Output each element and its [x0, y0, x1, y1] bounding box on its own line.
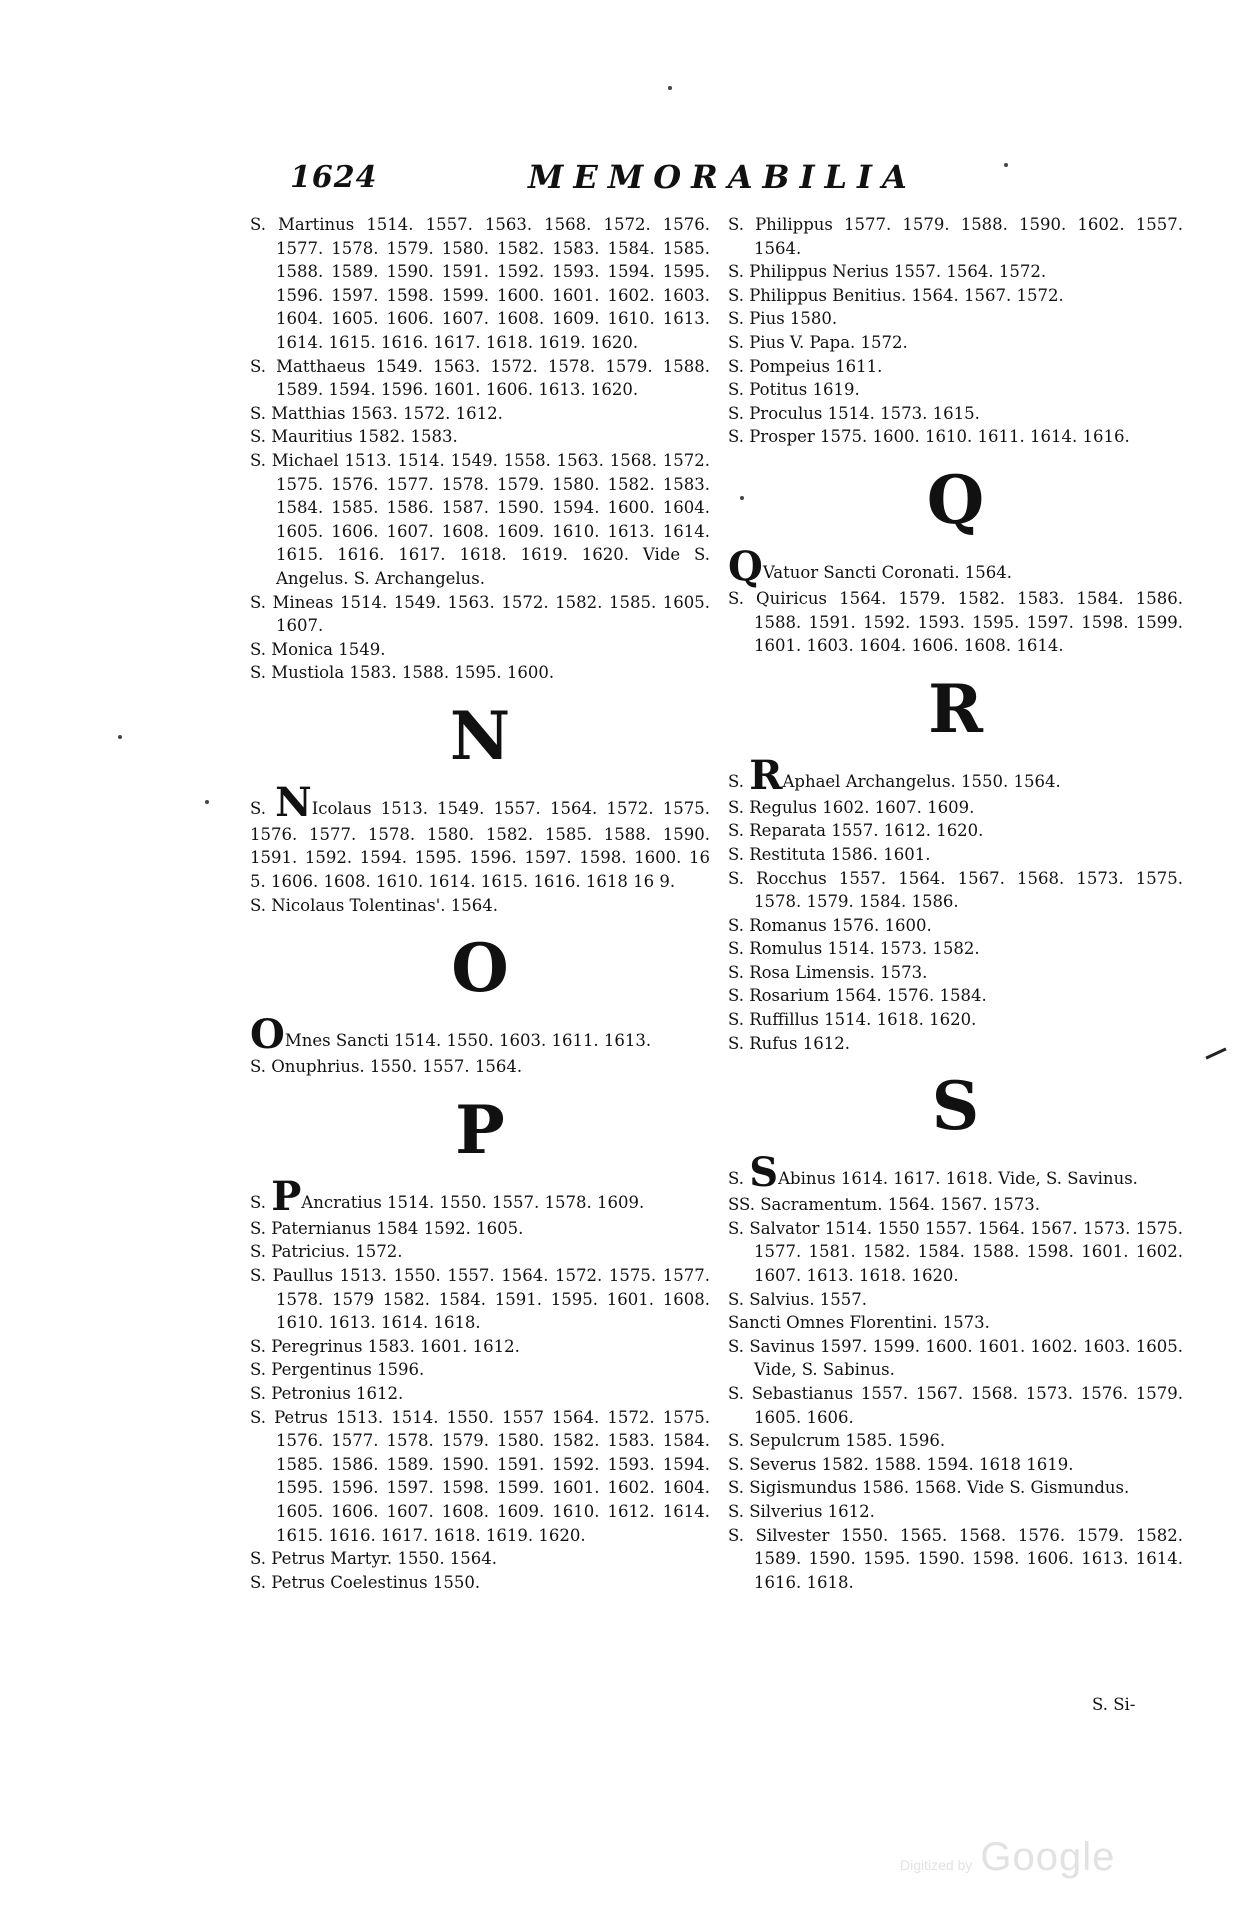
entry-prefix: S. — [250, 1192, 266, 1212]
index-entry-initial — [250, 1172, 710, 1220]
index-entry: S. Reparata 1557. 1612. 1620. — [728, 821, 984, 841]
ink-speck — [740, 496, 744, 500]
index-entry: S. Ruffillus 1514. 1618. 1620. — [728, 1010, 977, 1030]
index-entry: S. Romanus 1576. 1600. — [728, 915, 932, 935]
index-entry-initial — [250, 1011, 710, 1059]
entry-prefix: S. — [728, 771, 744, 791]
index-entry: S. Matthias 1563. 1572. 1612. — [250, 403, 503, 423]
entry-text: Abinus 1614. 1617. 1618. Vide, S. Savinus. — [778, 1169, 1138, 1189]
ink-speck — [205, 800, 209, 804]
index-entry: S. Sigismundus 1586. 1568. Vide S. Gismundus. — [728, 1478, 1130, 1498]
index-entry: S. Pius 1580. — [728, 309, 838, 329]
index-entry: S. Peregrinus 1583. 1601. 1612. — [250, 1336, 520, 1356]
index-entry-initial — [250, 778, 710, 894]
index-entry: S. Rufus 1612. — [728, 1033, 850, 1053]
index-entry: S. Salvator 1514. 1550 1557. 1564. 1567. 1573. 1575. 1577. 1581. 1582. 1584. 1588. 1598. 1601. 1602. 1607. 1613. 1618. 1620. — [728, 1218, 1183, 1286]
index-entry: S. Martinus 1514. 1557. 1563. 1568. 1572. 1576. 1577. 1578. 1579. 1580. 1582. 1583. 1584. 1585. 1588. 1589. 1590. 1591. 1592. 1593. 1594. 1595. 1596. 1597. 1598. 1599. 1600. 1601. 1602. 1603. 1604. 1605. 1606. 1607. 1608. 1609. 1610. 1613. 1614. 1615. 1616. 1617. 1618. 1619. 1620. — [250, 215, 710, 352]
drop-capital: O — [250, 1011, 285, 1059]
index-entry: S. Paullus 1513. 1550. 1557. 1564. 1572. 1575. 1577. 1578. 1579 1582. 1584. 1591. 1595. 1601. 1608. 1610. 1613. 1614. 1618. — [250, 1266, 710, 1333]
index-entry: S. Philippus Nerius 1557. 1564. 1572. — [728, 262, 1047, 282]
index-entry: S. Mauritius 1582. 1583. — [250, 427, 458, 447]
index-entry: S. Quiricus 1564. 1579. 1582. 1583. 1584. 1586. 1588. 1591. 1592. 1593. 1595. 1597. 1598. 1599. 1601. 1603. 1604. 1606. 1608. 1614. — [728, 588, 1183, 656]
section-letter-o: O — [451, 929, 509, 1008]
index-entry: S. Prosper 1575. 1600. 1610. 1611. 1614. 1616. — [728, 427, 1130, 447]
index-entry: S. Potitus 1619. — [728, 380, 860, 400]
google-watermark — [900, 1835, 1115, 1880]
index-entry: S. Mineas 1514. 1549. 1563. 1572. 1582. 1585. 1605. 1607. — [250, 592, 710, 636]
index-entry: S. Petrus Coelestinus 1550. — [250, 1572, 481, 1592]
index-entry: S. Salvius. 1557. — [728, 1289, 868, 1309]
index-entry: S. Sebastianus 1557. 1567. 1568. 1573. 1576. 1579. 1605. 1606. — [728, 1384, 1183, 1427]
entries-m — [250, 213, 710, 685]
index-entry: S. Pompeius 1611. — [728, 356, 883, 376]
entry-text: Icolaus 1513. 1549. 1557. 1564. 1572. 1575. 1576. 1577. 1578. 1580. 1582. 1585. 1588. 1590. 1591. 1592. 1594. 1595. 1596. 1597. 1598. 1600. 16 5. 1606. 1608. 1610. 1614. 1615. 1616. 1618 16 9. — [250, 798, 710, 892]
running-title: MEMORABILIA — [528, 158, 917, 196]
index-entry: S. Regulus 1602. 1607. 1609. — [728, 797, 975, 817]
watermark-name: Google — [980, 1835, 1116, 1879]
index-entry: S. Paternianus 1584 1592. 1605. — [250, 1218, 524, 1238]
entry-text: Ancratius 1514. 1550. 1557. 1578. 1609. — [301, 1192, 645, 1212]
entries-p — [728, 213, 1183, 449]
margin-mark — [1205, 1047, 1226, 1059]
watermark-prefix: Digitized by — [900, 1857, 973, 1873]
index-entry: S. Sepulcrum 1585. 1596. — [728, 1431, 946, 1451]
index-entry: S. Savinus 1597. 1599. 1600. 1601. 1602. 1603. 1605. Vide, S. Sabinus. — [728, 1336, 1183, 1380]
right-column — [728, 213, 1183, 1594]
drop-capital: N — [275, 778, 312, 826]
index-entry: S. Matthaeus 1549. 1563. 1572. 1578. 1579. 1588. 1589. 1594. 1596. 1601. 1606. 1613. 1620. — [250, 356, 710, 400]
index-entry-initial — [728, 1149, 1183, 1197]
index-entry: S. Rosarium 1564. 1576. 1584. — [728, 986, 987, 1006]
index-entry: S. Proculus 1514. 1573. 1615. — [728, 403, 980, 423]
index-entry: S. Petrus 1513. 1514. 1550. 1557 1564. 1572. 1575. 1576. 1577. 1578. 1579. 1580. 1582. 1583. 1584. 1585. 1586. 1589. 1590. 1591. 1592. 1593. 1594. 1595. 1596. 1597. 1598. 1599. 1601. 1602. 1604. 1605. 1606. 1607. 1608. 1609. 1610. 1612. 1614. 1615. 1616. 1617. 1618. 1619. 1620. — [250, 1407, 710, 1545]
section-letter-n: N — [449, 696, 511, 775]
page-header — [280, 160, 1000, 210]
index-entry-initial — [728, 751, 1183, 799]
index-entry: S. Pergentinus 1596. — [250, 1360, 425, 1380]
index-entry: S. Onuphrius. 1550. 1557. 1564. — [250, 1057, 523, 1077]
left-column — [250, 213, 710, 1594]
section-letter-s: S — [931, 1067, 980, 1146]
entry-prefix: S. — [728, 1169, 744, 1189]
ink-speck — [668, 86, 672, 90]
index-entry: S. Rosa Limensis. 1573. — [728, 962, 928, 982]
drop-capital: Q — [728, 542, 763, 590]
index-entry: S. Severus 1582. 1588. 1594. 1618 1619. — [728, 1454, 1074, 1474]
index-entry-initial — [728, 542, 1183, 590]
section-letter-p: P — [455, 1090, 505, 1169]
index-entry: S. Restituta 1586. 1601. — [728, 844, 931, 864]
index-entry: S. Patricius. 1572. — [250, 1242, 403, 1262]
ink-speck — [1004, 163, 1008, 167]
index-entry: Sancti Omnes Florentini. 1573. — [728, 1313, 990, 1333]
index-entry: S. Pius V. Papa. 1572. — [728, 332, 908, 352]
index-entry: SS. Sacramentum. 1564. 1567. 1573. — [728, 1195, 1040, 1215]
ink-speck — [118, 735, 122, 739]
index-entry: S. Silverius 1612. — [728, 1501, 875, 1521]
index-entry: S. Silvester 1550. 1565. 1568. 1576. 1579. 1582. 1589. 1590. 1595. 1590. 1598. 1606. 1613. 1614. 1616. 1618. — [728, 1525, 1183, 1592]
section-letter-r: R — [928, 669, 983, 748]
index-entry: S. Michael 1513. 1514. 1549. 1558. 1563. 1568. 1572. 1575. 1576. 1577. 1578. 1579. 1580. 1582. 1583. 1584. 1585. 1586. 1587. 1590. 1594. 1600. 1604. 1605. 1606. 1607. 1608. 1609. 1610. 1613. 1614. 1615. 1616. 1617. 1618. 1619. 1620. Vide S. Angelus. S. Archangelus. — [250, 450, 710, 588]
catchword: S. Si- — [1092, 1695, 1136, 1714]
index-entry: S. Petronius 1612. — [250, 1384, 404, 1403]
index-entry: S. Rocchus 1557. 1564. 1567. 1568. 1573. 1575. 1578. 1579. 1584. 1586. — [728, 868, 1183, 912]
index-entry: S. Mustiola 1583. 1588. 1595. 1600. — [250, 663, 555, 683]
page-number: 1624 — [290, 160, 378, 195]
entry-text: Mnes Sancti 1514. 1550. 1603. 1611. 1613. — [284, 1031, 652, 1051]
drop-capital: S — [749, 1149, 779, 1197]
index-entry: S. Nicolaus Tolentinas'. 1564. — [250, 895, 498, 915]
drop-capital: P — [271, 1172, 302, 1220]
index-entry: S. Petrus Martyr. 1550. 1564. — [250, 1549, 498, 1569]
entry-prefix: S. — [250, 798, 266, 818]
drop-capital: R — [749, 751, 783, 799]
entry-text: Vatuor Sancti Coronati. 1564. — [762, 562, 1013, 582]
index-entry: S. Philippus 1577. 1579. 1588. 1590. 1602. 1557. 1564. — [728, 215, 1183, 258]
index-entry: S. Monica 1549. — [250, 639, 386, 659]
section-letter-q: Q — [926, 460, 985, 539]
index-entry: S. Romulus 1514. 1573. 1582. — [728, 939, 980, 959]
index-entry: S. Philippus Benitius. 1564. 1567. 1572. — [728, 285, 1064, 305]
entry-text: Aphael Archangelus. 1550. 1564. — [782, 771, 1061, 791]
